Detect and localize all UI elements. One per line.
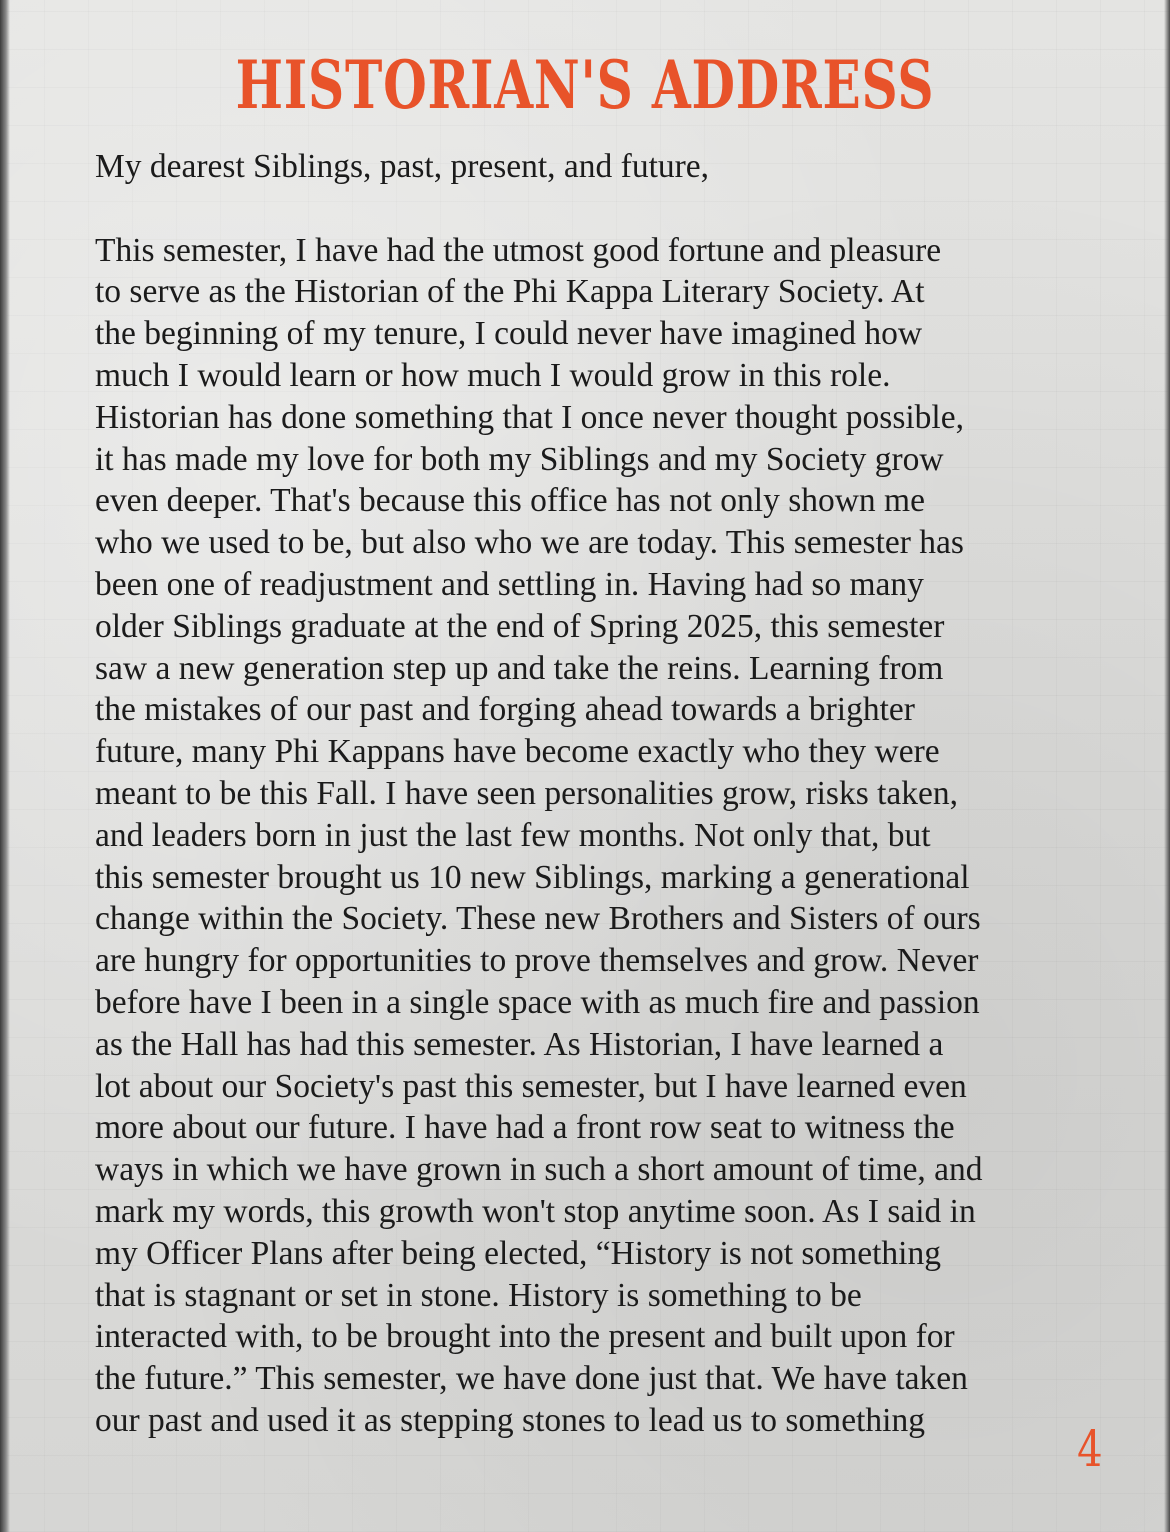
paragraph-line: mark my words, this growth won't stop anytime soon. As I said in	[95, 1192, 976, 1230]
page-number: 4	[1077, 1420, 1103, 1478]
address-paragraph	[95, 230, 1095, 1442]
paragraph-line: the future.” This semester, we have done just that. We have taken	[95, 1360, 968, 1398]
paragraph-line: much I would learn or how much I would grow in this role.	[95, 356, 891, 394]
paragraph-line: this semester brought us 10 new Siblings, marking a generational	[95, 858, 970, 896]
paragraph-line: been one of readjustment and settling in. Having had so many	[95, 565, 924, 603]
paragraph-line: future, many Phi Kappans have become exactly who they were	[95, 733, 940, 771]
paragraph-line: the beginning of my tenure, I could never have imagined how	[95, 315, 923, 353]
paragraph-line: This semester, I have had the utmost good fortune and pleasure	[95, 231, 942, 269]
paragraph-line: change within the Society. These new Brothers and Sisters of ours	[95, 900, 981, 938]
paragraph-line: that is stagnant or set in stone. History is something to be	[95, 1276, 862, 1314]
paragraph-line: are hungry for opportunities to prove themselves and grow. Never	[95, 942, 979, 980]
address-body	[95, 146, 1095, 1442]
paragraph-line: who we used to be, but also who we are today. This semester has	[95, 524, 964, 562]
paragraph-line: our past and used it as stepping stones to lead us to something	[95, 1401, 925, 1439]
paragraph-line: before have I been in a single space with as much fire and passion	[95, 983, 980, 1021]
paragraph-line: saw a new generation step up and take the reins. Learning from	[95, 649, 944, 687]
paragraph-line: my Officer Plans after being elected, “History is not something	[95, 1234, 941, 1272]
paragraph-line: more about our future. I have had a front row seat to witness the	[95, 1109, 955, 1147]
paragraph-line: interacted with, to be brought into the present and built upon for	[95, 1318, 955, 1356]
paragraph-line: it has made my love for both my Siblings and my Society grow	[95, 440, 944, 478]
paragraph-line: the mistakes of our past and forging ahead towards a brighter	[95, 691, 915, 729]
page-title: HISTORIAN'S ADDRESS	[235, 46, 935, 124]
paragraph-line: to serve as the Historian of the Phi Kappa Literary Society. At	[95, 273, 925, 311]
paragraph-line: as the Hall has had this semester. As Historian, I have learned a	[95, 1025, 944, 1063]
paragraph-line: ways in which we have grown in such a short amount of time, and	[95, 1151, 983, 1189]
paragraph-line: Historian has done something that I once never thought possible,	[95, 398, 964, 436]
paragraph-line: and leaders born in just the last few months. Not only that, but	[95, 816, 931, 854]
paragraph-line: even deeper. That's because this office has not only shown me	[95, 482, 925, 520]
paragraph-line: meant to be this Fall. I have seen personalities grow, risks taken,	[95, 774, 959, 812]
paragraph-line: lot about our Society's past this semester, but I have learned even	[95, 1067, 967, 1105]
paragraph-line: older Siblings graduate at the end of Spring 2025, this semester	[95, 607, 945, 645]
salutation: My dearest Siblings, past, present, and future,	[95, 148, 710, 185]
